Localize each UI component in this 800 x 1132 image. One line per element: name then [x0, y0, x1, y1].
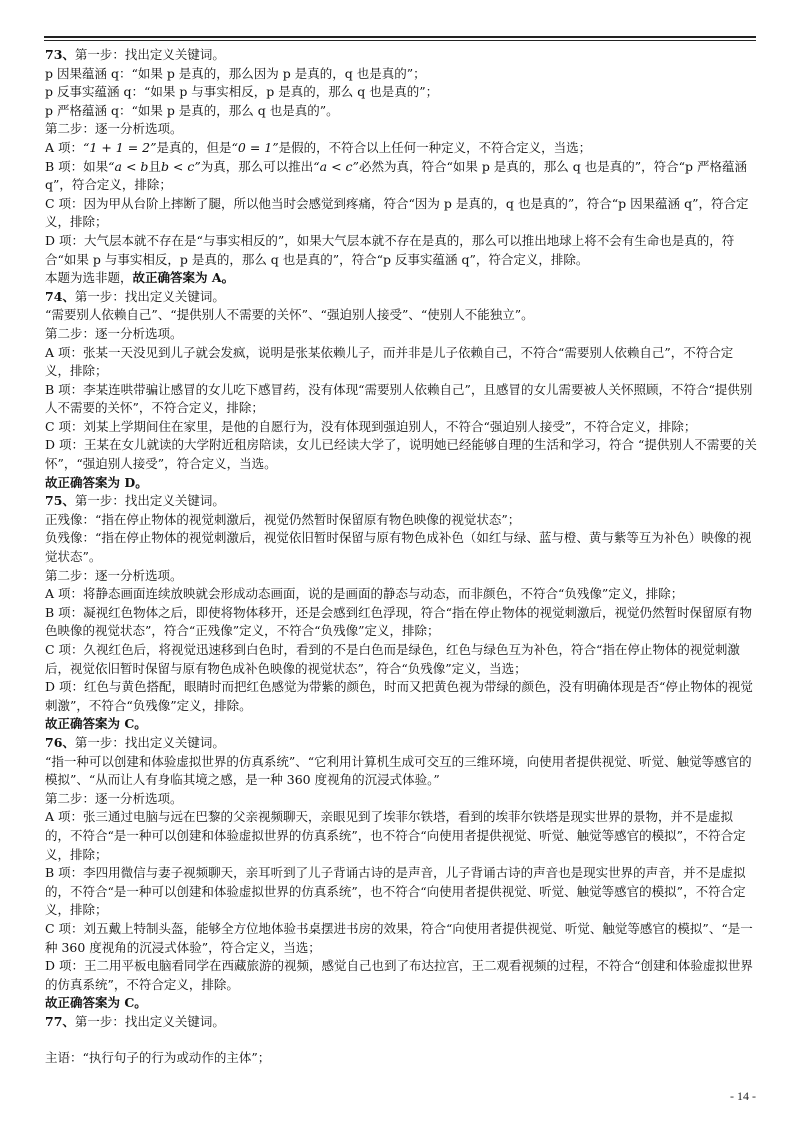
q73-b-label: B 项：如果 [45, 158, 109, 174]
document-body [45, 46, 757, 1068]
q73-a-formula1: “1 + 1 = 2” [83, 139, 157, 155]
q75-heading [45, 492, 757, 511]
q73-a-mid: 是真的，但是 [156, 139, 232, 155]
q75-answer: 故正确答案为 C。 [45, 716, 147, 732]
q74-option-b: B 项：李某连哄带骗让感冒的女儿吃下感冒药，没有体现“需要别人依赖自己”，且感冒的女儿需要被人关怀照顾，不符合“提供别人不需要的关怀”，不符合定义，排除； [45, 381, 753, 416]
q73-b-formula3: “a < c” [313, 158, 359, 174]
q73-option-c: C 项：因为甲从台阶上摔断了腿，所以他当时会感觉到疼痛，符合“因为 p 是真的，q 也是真的”，符合“p 因果蕴涵 q”，符合定义，排除； [45, 195, 749, 230]
spacer [45, 1031, 757, 1049]
q77-number: 77、 [45, 1013, 75, 1029]
q74-answer: 故正确答案为 D。 [45, 474, 148, 490]
q75-step2: 第二步：逐一分析选项。 [45, 567, 183, 583]
q77-heading [45, 1013, 757, 1032]
q76-number: 76、 [45, 734, 75, 750]
q73-conclusion-text: 本题为选非题， [45, 270, 133, 286]
q73-b-text: 必然为真，符合“如果 p 是真的，那么 q 也是真的”，符合“p 严格蕴涵 q”，符合定义，排除； [45, 158, 747, 193]
q73-answer: 故正确答案为 A。 [132, 270, 235, 286]
q75-option-b: B 项：凝视红色物体之后，即使将物体移开，还是会感到红色浮现，符合“指在停止物体的视觉刺激后，视觉仍然暂时保留原有物色映像的视觉状态”，符合“正残像”定义，不符合“负残像”定义，排除； [45, 604, 753, 639]
q73-option-a [45, 139, 757, 158]
q74-keywords: “需要别人依赖自己”、“提供别人不需要的关怀”、“强迫别人接受”、“使别人不能独立”。 [45, 307, 534, 323]
q73-def1: p 因果蕴涵 q：“如果 p 是真的，那么因为 p 是真的，q 也是真的”； [45, 65, 426, 81]
q73-heading [45, 46, 757, 65]
q74-step1: 第一步：找出定义关键词。 [74, 288, 225, 304]
q75-def2: 负残像：“指在停止物体的视觉刺激后，视觉依旧暂时保留与原有物色成补色（如红与绿、蓝与橙、黄与紫等互为补色）映像的视觉状态”。 [45, 530, 752, 565]
q73-def3: p 严格蕴涵 q：“如果 p 是真的，那么 q 也是真的”。 [45, 102, 339, 118]
q73-step1: 第一步：找出定义关键词。 [74, 47, 225, 62]
q76-option-c: C 项：刘五戴上特制头盔，能够全方位地体验书桌摆进书房的效果，符合“向使用者提供视觉、听觉、触觉等感官的模拟”、“是一种 360 度视角的沉浸式体验”，符合定义，当选； [45, 920, 753, 955]
q74-option-a: A 项：张某一天没见到儿子就会发疯，说明是张某依赖儿子，而并非是儿子依赖自己，不符合“需要别人依赖自己”，不符合定义，排除； [45, 344, 734, 379]
q75-number: 75、 [45, 493, 75, 509]
q73-option-b [45, 158, 757, 195]
q76-option-d: D 项：王二用平板电脑看同学在西藏旅游的视频，感觉自己也到了布达拉宫，王二观看视频的过程，不符合“创建和体验虚拟世界的仿真系统”，不符合定义，排除。 [45, 958, 753, 992]
q73-b-and: 且 [148, 158, 161, 174]
q74-step2: 第二步：逐一分析选项。 [45, 325, 183, 341]
q76-option-a: A 项：张三通过电脑与远在巴黎的父亲视频聊天，亲眼见到了埃菲尔铁塔，看到的埃菲尔铁塔是现实世界的景物，并不是虚拟的，不符合“是一种可以创建和体验虚拟世界的仿真系统”，也不符合“向使用者提供视觉、听觉、触觉等感官的模拟”，不符合定义，排除； [45, 809, 746, 862]
q73-b-mid: 为真，那么可以推出 [200, 158, 314, 174]
q75-def1: 正残像：“指在停止物体的视觉刺激后，视觉仍然暂时保留原有物色映像的视觉状态”； [45, 511, 521, 527]
q74-option-d: D 项：王某在女儿就读的大学附近租房陪读，女儿已经读大学了，说明她已经能够自理的生活和学习，符合 “提供别人不需要的关怀”，“强迫别人接受”，符合定义，当选。 [45, 437, 757, 472]
q76-option-b: B 项：李四用微信与妻子视频聊天，亲耳听到了儿子背诵古诗的是声音，儿子背诵古诗的声音也是现实世界的声音，并不是虚拟的，不符合“是一种可以创建和体验虚拟世界的仿真系统”，也不符合“向使用者提供视觉、听觉、触觉等感官的模拟”，不符合定义，排除； [45, 865, 746, 918]
q77-step1: 第一步：找出定义关键词。 [74, 1013, 225, 1029]
q77-def1: 主语：“执行句子的行为或动作的主体”； [45, 1050, 271, 1066]
q73-b-formula2: b < c” [160, 158, 201, 174]
q74-option-c: C 项：刘某上学期间住在家里，是他的自愿行为，没有体现到强迫别人，不符合“强迫别人接受”，不符合定义，排除； [45, 418, 697, 434]
q73-number: 73、 [45, 47, 75, 62]
q73-a-text: 是假的，不符合以上任何一种定义，不符合定义，当选； [278, 139, 592, 155]
q76-keywords: “指一种可以创建和体验虚拟世界的仿真系统”、“它利用计算机生成可交互的三维环境，向使用者提供视觉、听觉、触觉等感官的模拟”、“从而让人有身临其境之感，是一种 360 度视角的沉浸式体验。” [45, 753, 752, 788]
q75-option-c: C 项：久视红色后，将视觉迅速移到白色时，看到的不是白色而是绿色，红色与绿色互为补色，符合“指在停止物体的视觉刺激后，视觉依旧暂时保留与原有物色成补色映像的视觉状态”，符合“负残像”定义，当选； [45, 642, 740, 676]
q76-step1: 第一步：找出定义关键词。 [74, 734, 225, 750]
q75-step1: 第一步：找出定义关键词。 [74, 493, 225, 509]
q73-a-formula2: “0 = 1” [231, 139, 279, 155]
q73-conclusion [45, 269, 757, 288]
q73-option-d: D 项：大气层本就不存在是“与事实相反的”，如果大气层本就不存在是真的，那么可以推出地球上将不会有生命也是真的，符合“如果 p 与事实相反，p 是真的，那么 q 也是真的”，符合“p 反事实蕴涵 q”，符合定义，排除。 [45, 232, 735, 267]
q76-step2: 第二步：逐一分析选项。 [45, 790, 183, 806]
q73-step2: 第二步：逐一分析选项。 [45, 121, 183, 137]
q74-heading [45, 288, 757, 307]
q73-b-formula1: “a < b [108, 158, 149, 174]
q76-heading [45, 734, 757, 753]
page-number: - 14 - [730, 1089, 756, 1103]
q74-number: 74、 [45, 288, 75, 304]
header-rule-thin [44, 40, 756, 41]
q73-a-label: A 项： [45, 139, 84, 155]
q75-option-a: A 项：将静态画面连续放映就会形成动态画面，说的是画面的静态与动态，而非颜色，不符合“负残像”定义，排除； [45, 586, 684, 602]
q75-option-d: D 项：红色与黄色搭配，眼睛时而把红色感觉为带紫的颜色，时而又把黄色视为带绿的颜色，没有明确体现是否“停止物体的视觉刺激”，不符合“负残像”定义，排除。 [45, 679, 753, 713]
q76-answer: 故正确答案为 C。 [45, 995, 147, 1011]
q73-def2: p 反事实蕴涵 q：“如果 p 与事实相反，p 是真的，那么 q 也是真的”； [45, 84, 439, 100]
